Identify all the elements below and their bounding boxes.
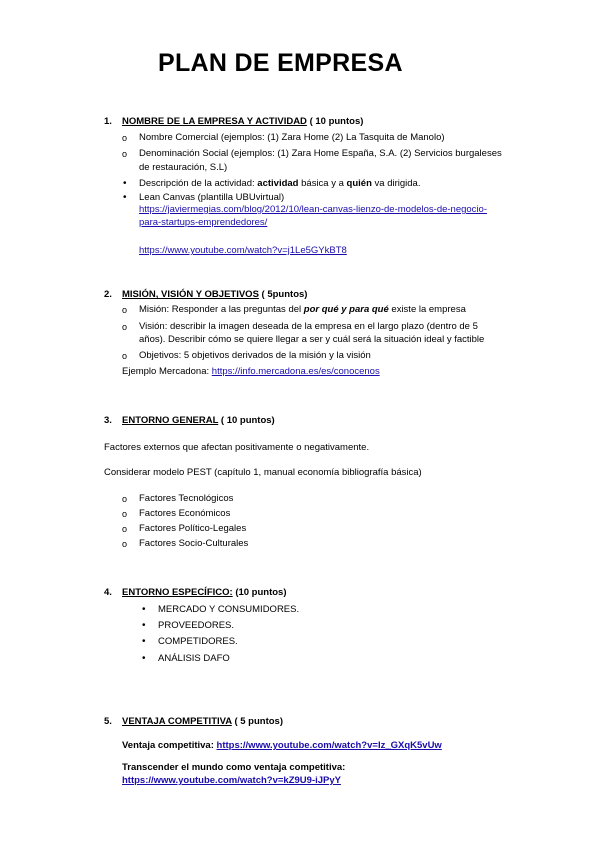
lean-canvas-link-continuation[interactable]: para-startups-emprendedores/: [139, 217, 268, 228]
bullet-icon: •: [142, 636, 146, 647]
list-item: ANÁLISIS DAFO: [158, 653, 230, 664]
bullet-icon: o: [122, 524, 128, 534]
bullet-icon: o: [122, 305, 128, 315]
section-3-number: 3.: [104, 415, 112, 426]
list-item: Lean Canvas (plantilla UBUvirtual): [139, 192, 285, 203]
section-1-number: 1.: [104, 116, 112, 127]
bullet-icon: •: [142, 604, 146, 615]
section-3-heading-text: ENTORNO GENERAL: [122, 415, 219, 426]
youtube-link-2[interactable]: https://www.youtube.com/watch?v=Iz_GXqK5vUw: [216, 740, 442, 751]
transcender-label: Transcender el mundo como ventaja competitiva:: [122, 762, 346, 773]
bullet-icon: o: [122, 133, 128, 143]
bullet-icon: o: [122, 494, 128, 504]
list-item: Misión: Responder a las preguntas del por qué y para qué existe la empresa: [139, 304, 466, 315]
section-2-heading-text: MISIÓN, VISIÓN Y OBJETIVOS: [122, 289, 259, 300]
list-item: MERCADO Y CONSUMIDORES.: [158, 604, 300, 615]
section-2-points: ( 5puntos): [261, 289, 308, 300]
bullet-icon: •: [123, 192, 127, 203]
section-4-number: 4.: [104, 587, 112, 598]
youtube-link-3[interactable]: https://www.youtube.com/watch?v=kZ9U9-iJPyY: [122, 775, 341, 786]
bullet-icon: o: [122, 149, 128, 159]
list-item: Visión: describir la imagen deseada de la empresa en el largo plazo (dentro de 5: [139, 321, 478, 332]
section-3-heading: [122, 415, 275, 426]
section-5-points: ( 5 puntos): [234, 716, 283, 727]
list-item-continuation: de restauración, S.L): [139, 162, 228, 173]
section-5-number: 5.: [104, 716, 112, 727]
paragraph: Factores externos que afectan positivamente o negativamente.: [104, 442, 370, 453]
section-5-heading-text: VENTAJA COMPETITIVA: [122, 716, 232, 727]
ventaja-line: Ventaja competitiva: https://www.youtube.com/watch?v=Iz_GXqK5vUw: [122, 740, 442, 751]
list-item: Objetivos: 5 objetivos derivados de la misión y la visión: [139, 350, 371, 361]
section-1-heading: [122, 116, 363, 127]
section-4-heading-text: ENTORNO ESPECÍFICO:: [122, 587, 233, 598]
mercadona-example: Ejemplo Mercadona: https://info.mercadona.es/es/conocenos: [122, 366, 380, 377]
section-4-points: (10 puntos): [235, 587, 287, 598]
bullet-icon: •: [142, 653, 146, 664]
mercadona-link[interactable]: https://info.mercadona.es/es/conocenos: [211, 366, 380, 377]
section-2-heading: [122, 289, 307, 300]
list-item: Factores Socio-Culturales: [139, 538, 249, 549]
list-item-continuation: años). Describir cómo se quiere llegar a ser y cuál será la situación ideal y factible: [139, 334, 485, 345]
section-1-points: ( 10 puntos): [309, 116, 364, 127]
list-item: Factores Político-Legales: [139, 523, 247, 534]
list-item: COMPETIDORES.: [158, 636, 238, 647]
page-title: PLAN DE EMPRESA: [158, 49, 403, 77]
bullet-icon: o: [122, 351, 128, 361]
bullet-icon: •: [142, 620, 146, 631]
youtube-link-1[interactable]: https://www.youtube.com/watch?v=j1Le5GYkBT8: [139, 245, 347, 256]
section-4-heading: [122, 587, 287, 598]
list-item: Nombre Comercial (ejemplos: (1) Zara Home (2) La Tasquita de Manolo): [139, 132, 445, 143]
list-item: Descripción de la actividad: actividad básica y a quién va dirigida.: [139, 178, 421, 189]
bullet-icon: o: [122, 509, 128, 519]
list-item: Denominación Social (ejemplos: (1) Zara Home España, S.A. (2) Servicios burgaleses: [139, 148, 502, 159]
bullet-icon: o: [122, 322, 128, 332]
list-item: Factores Económicos: [139, 508, 231, 519]
list-item: PROVEEDORES.: [158, 620, 235, 631]
section-1-heading-text: NOMBRE DE LA EMPRESA Y ACTIVIDAD: [122, 116, 307, 127]
bullet-icon: •: [123, 178, 127, 189]
lean-canvas-link[interactable]: https://javiermegias.com/blog/2012/10/lean-canvas-lienzo-de-modelos-de-negocio-: [139, 204, 487, 215]
bullet-icon: o: [122, 539, 128, 549]
section-5-heading: [122, 716, 283, 727]
paragraph: Considerar modelo PEST (capítulo 1, manual economía bibliografía básica): [104, 467, 422, 478]
section-2-number: 2.: [104, 289, 112, 300]
section-3-points: ( 10 puntos): [220, 415, 275, 426]
list-item: Factores Tecnológicos: [139, 493, 234, 504]
